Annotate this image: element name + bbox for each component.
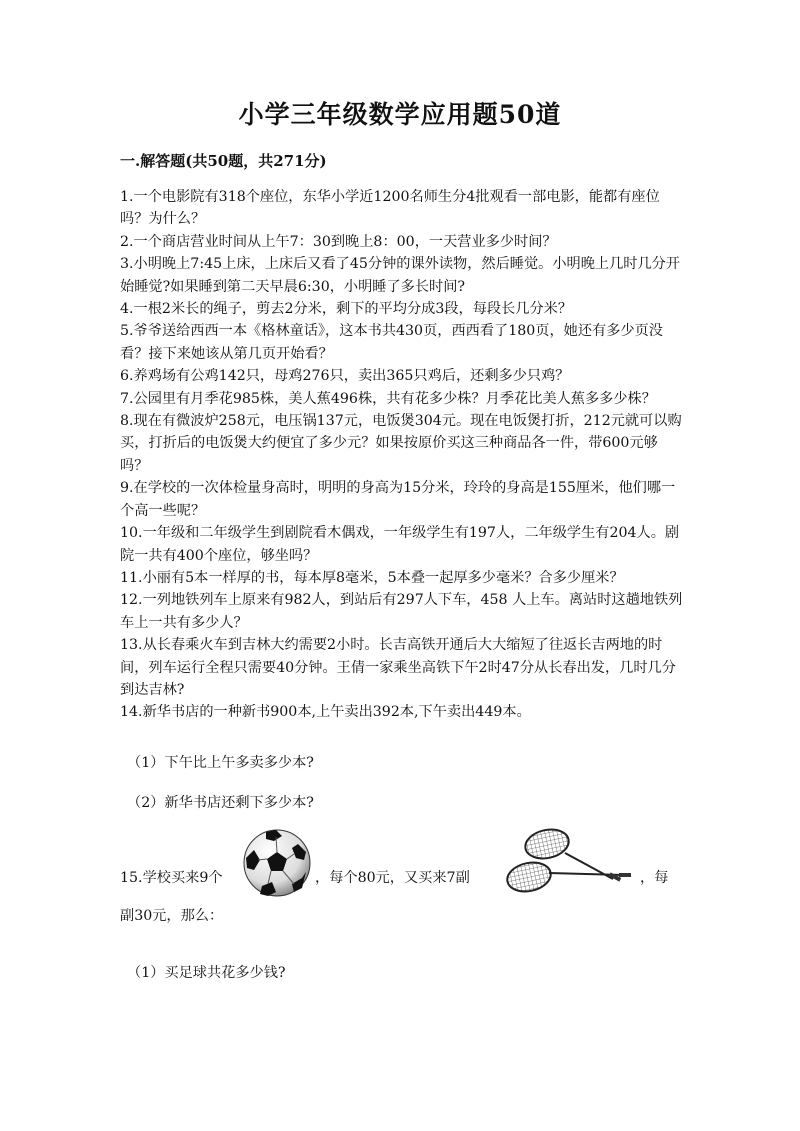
q14-part-2: （2）新华书店还剩下多少本? (127, 795, 314, 811)
q15-part-1: （1）买足球共花多少钱? (127, 965, 286, 981)
badminton-racket-icon (503, 825, 633, 900)
q15-text-middle: ，每个80元，又买来7副 (315, 870, 470, 886)
question-item: 13.从长春乘火车到吉林大约需要2小时。长吉高铁开通后大大缩短了往返长吉两地的时间，列车运行全程只需要40分钟。王倩一家乘坐高铁下午2时47分从长春出发，几时几分到达吉林? (120, 637, 676, 698)
question-item: 11.小丽有5本一样厚的书，每本厚8毫米，5本叠一起厚多少毫米？合多少厘米？ (120, 569, 624, 586)
question-item: 3.小明晚上7:45上床，上床后又看了45分钟的课外读物，然后睡觉。小明晚上几时几分开始睡觉?如果睡到第二天早晨6:30，小明睡了多长时间? (120, 256, 681, 295)
question-item: 14.新华书店的一种新书900本,上午卖出392本,下午卖出449本。 (120, 704, 531, 721)
question-item: 1.一个电影院有318个座位，东华小学近1200名师生分4批观看一部电影，能都有座位吗？为什么？ (120, 189, 660, 228)
section-header: 一.解答题(共50题，共271分) (120, 152, 327, 170)
page-title: 小学三年级数学应用题50道 (238, 100, 562, 129)
question-item: 6.养鸡场有公鸡142只，母鸡276只，卖出365只鸡后，还剩多少只鸡？ (120, 368, 570, 385)
soccer-ball-icon (242, 828, 312, 898)
question-item: 9.在学校的一次体检量身高时，明明的身高为15分米，玲玲的身高是155厘米，他们哪一个高一些呢？ (120, 480, 676, 519)
question-15 (120, 825, 680, 935)
question-item: 5.爷爷送给西西一本《格林童话》，这本书共430页，西西看了180页，她还有多少页没看？接下来她该从第几页开始看？ (120, 323, 663, 362)
question-item: 7.公园里有月季花985株，美人蕉496株，共有花多少株？月季花比美人蕉多多少株？ (120, 390, 656, 407)
question-item: 12.一列地铁列车上原来有982人，到站后有297人下车，458 人上车。离站时这趟地铁列车上一共有多少人？ (120, 592, 683, 631)
q15-text-end: ，每 (640, 870, 669, 886)
question-item: 2.一个商店营业时间从上午7：30到晚上8：00，一天营业多少时间？ (120, 233, 557, 250)
question-item: 4.一根2米长的绳子，剪去2分米，剩下的平均分成3段，每段长几分米？ (120, 301, 573, 318)
question-item: 10.一年级和二年级学生到剧院看木偶戏，一年级学生有197人，二年级学生有204人。剧院一共有400个座位，够坐吗？ (120, 525, 680, 564)
q15-text-start: 15.学校买来9个 (120, 870, 223, 886)
question-item: 8.现在有微波炉258元，电压锅137元，电饭煲304元。现在电饭煲打折，212元就可以购买，打折后的电饭煲大约便宜了多少元？如果按原价买这三种商品各一件，带600元够吗？ (120, 413, 682, 474)
question-list (120, 186, 685, 724)
q14-part-1: （1）下午比上午多卖多少本? (127, 755, 314, 771)
q15-text-line2: 副30元，那么： (120, 908, 224, 924)
